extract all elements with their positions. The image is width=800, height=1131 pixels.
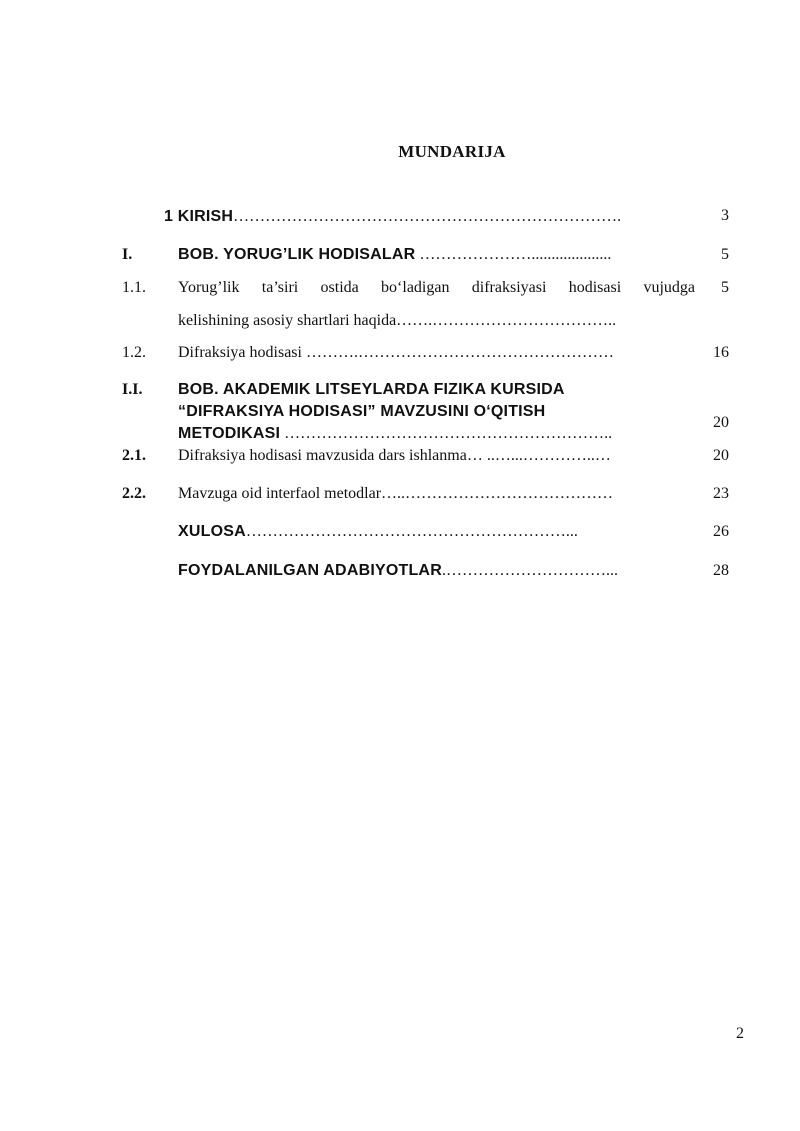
toc-page-number: 23: [713, 485, 729, 502]
toc-page-number: 26: [713, 523, 729, 540]
toc-entry-text-line1: Yorug’lik ta’siri ostida bo‘ladigan difraksiyasi hodisasi vujudga: [178, 279, 695, 296]
toc-title: MUNDARIJA: [398, 142, 506, 161]
toc-page-number: 20: [713, 447, 729, 464]
toc-leader-dots: ……………………………………………………...: [245, 523, 578, 540]
toc-page-number: 3: [721, 207, 729, 224]
toc-page-number: 5: [721, 279, 729, 296]
toc-leader-dots: ……………………………………………………..: [280, 425, 613, 442]
toc-entry-text: FOYDALANILGAN ADABIYOTLAR: [178, 562, 442, 579]
toc-entry-text: XULOSA: [178, 523, 246, 540]
toc-entry-number: 1.2.: [122, 344, 146, 361]
toc-entry-number: 2.1.: [122, 447, 146, 464]
toc-leader-dots: .…………………………...: [441, 562, 618, 579]
toc-page-number: 16: [713, 344, 729, 361]
toc-entry-number: I.: [122, 246, 133, 263]
toc-entry-number: 2.2.: [122, 485, 146, 502]
toc-entry-number: 1.1.: [122, 279, 146, 296]
toc-entry-text-line3: METODIKASI: [178, 425, 281, 442]
toc-entry-text: Difraksiya hodisasi: [178, 344, 306, 361]
toc-page-number: 20: [713, 414, 729, 431]
toc-page-number: 5: [721, 246, 729, 263]
toc-entry-text-line2: kelishining asosiy shartlari haqida…….……………………………..: [178, 312, 617, 329]
toc-entry-text: 1 KIRISH: [164, 208, 234, 225]
toc-leader-dots: ……………………………………………………………….: [233, 208, 622, 225]
toc-entry-text-line1: BOB. AKADEMIK LITSEYLARDA FIZIKA KURSIDA: [178, 381, 565, 398]
toc-page-number: 28: [713, 562, 729, 579]
page-number: 2: [736, 1025, 744, 1042]
toc-leader-dots: ……….…………………………………………: [305, 344, 614, 361]
toc-entry-text: BOB. YORUG’LIK HODISALAR: [178, 246, 416, 263]
toc-leader-dots: …………………....................: [415, 246, 612, 263]
toc-entry-text: Difraksiya hodisasi mavzusida dars ishlanma… ..…...…………..…: [178, 447, 611, 464]
toc-entry-text: Mavzuga oid interfaol metodlar…..…………………………………: [178, 485, 614, 502]
toc-entry-number: I.I.: [122, 381, 143, 398]
toc-entry-text-line2: “DIFRAKSIYA HODISASI” MAVZUSINI O‘QITISH: [178, 403, 546, 420]
